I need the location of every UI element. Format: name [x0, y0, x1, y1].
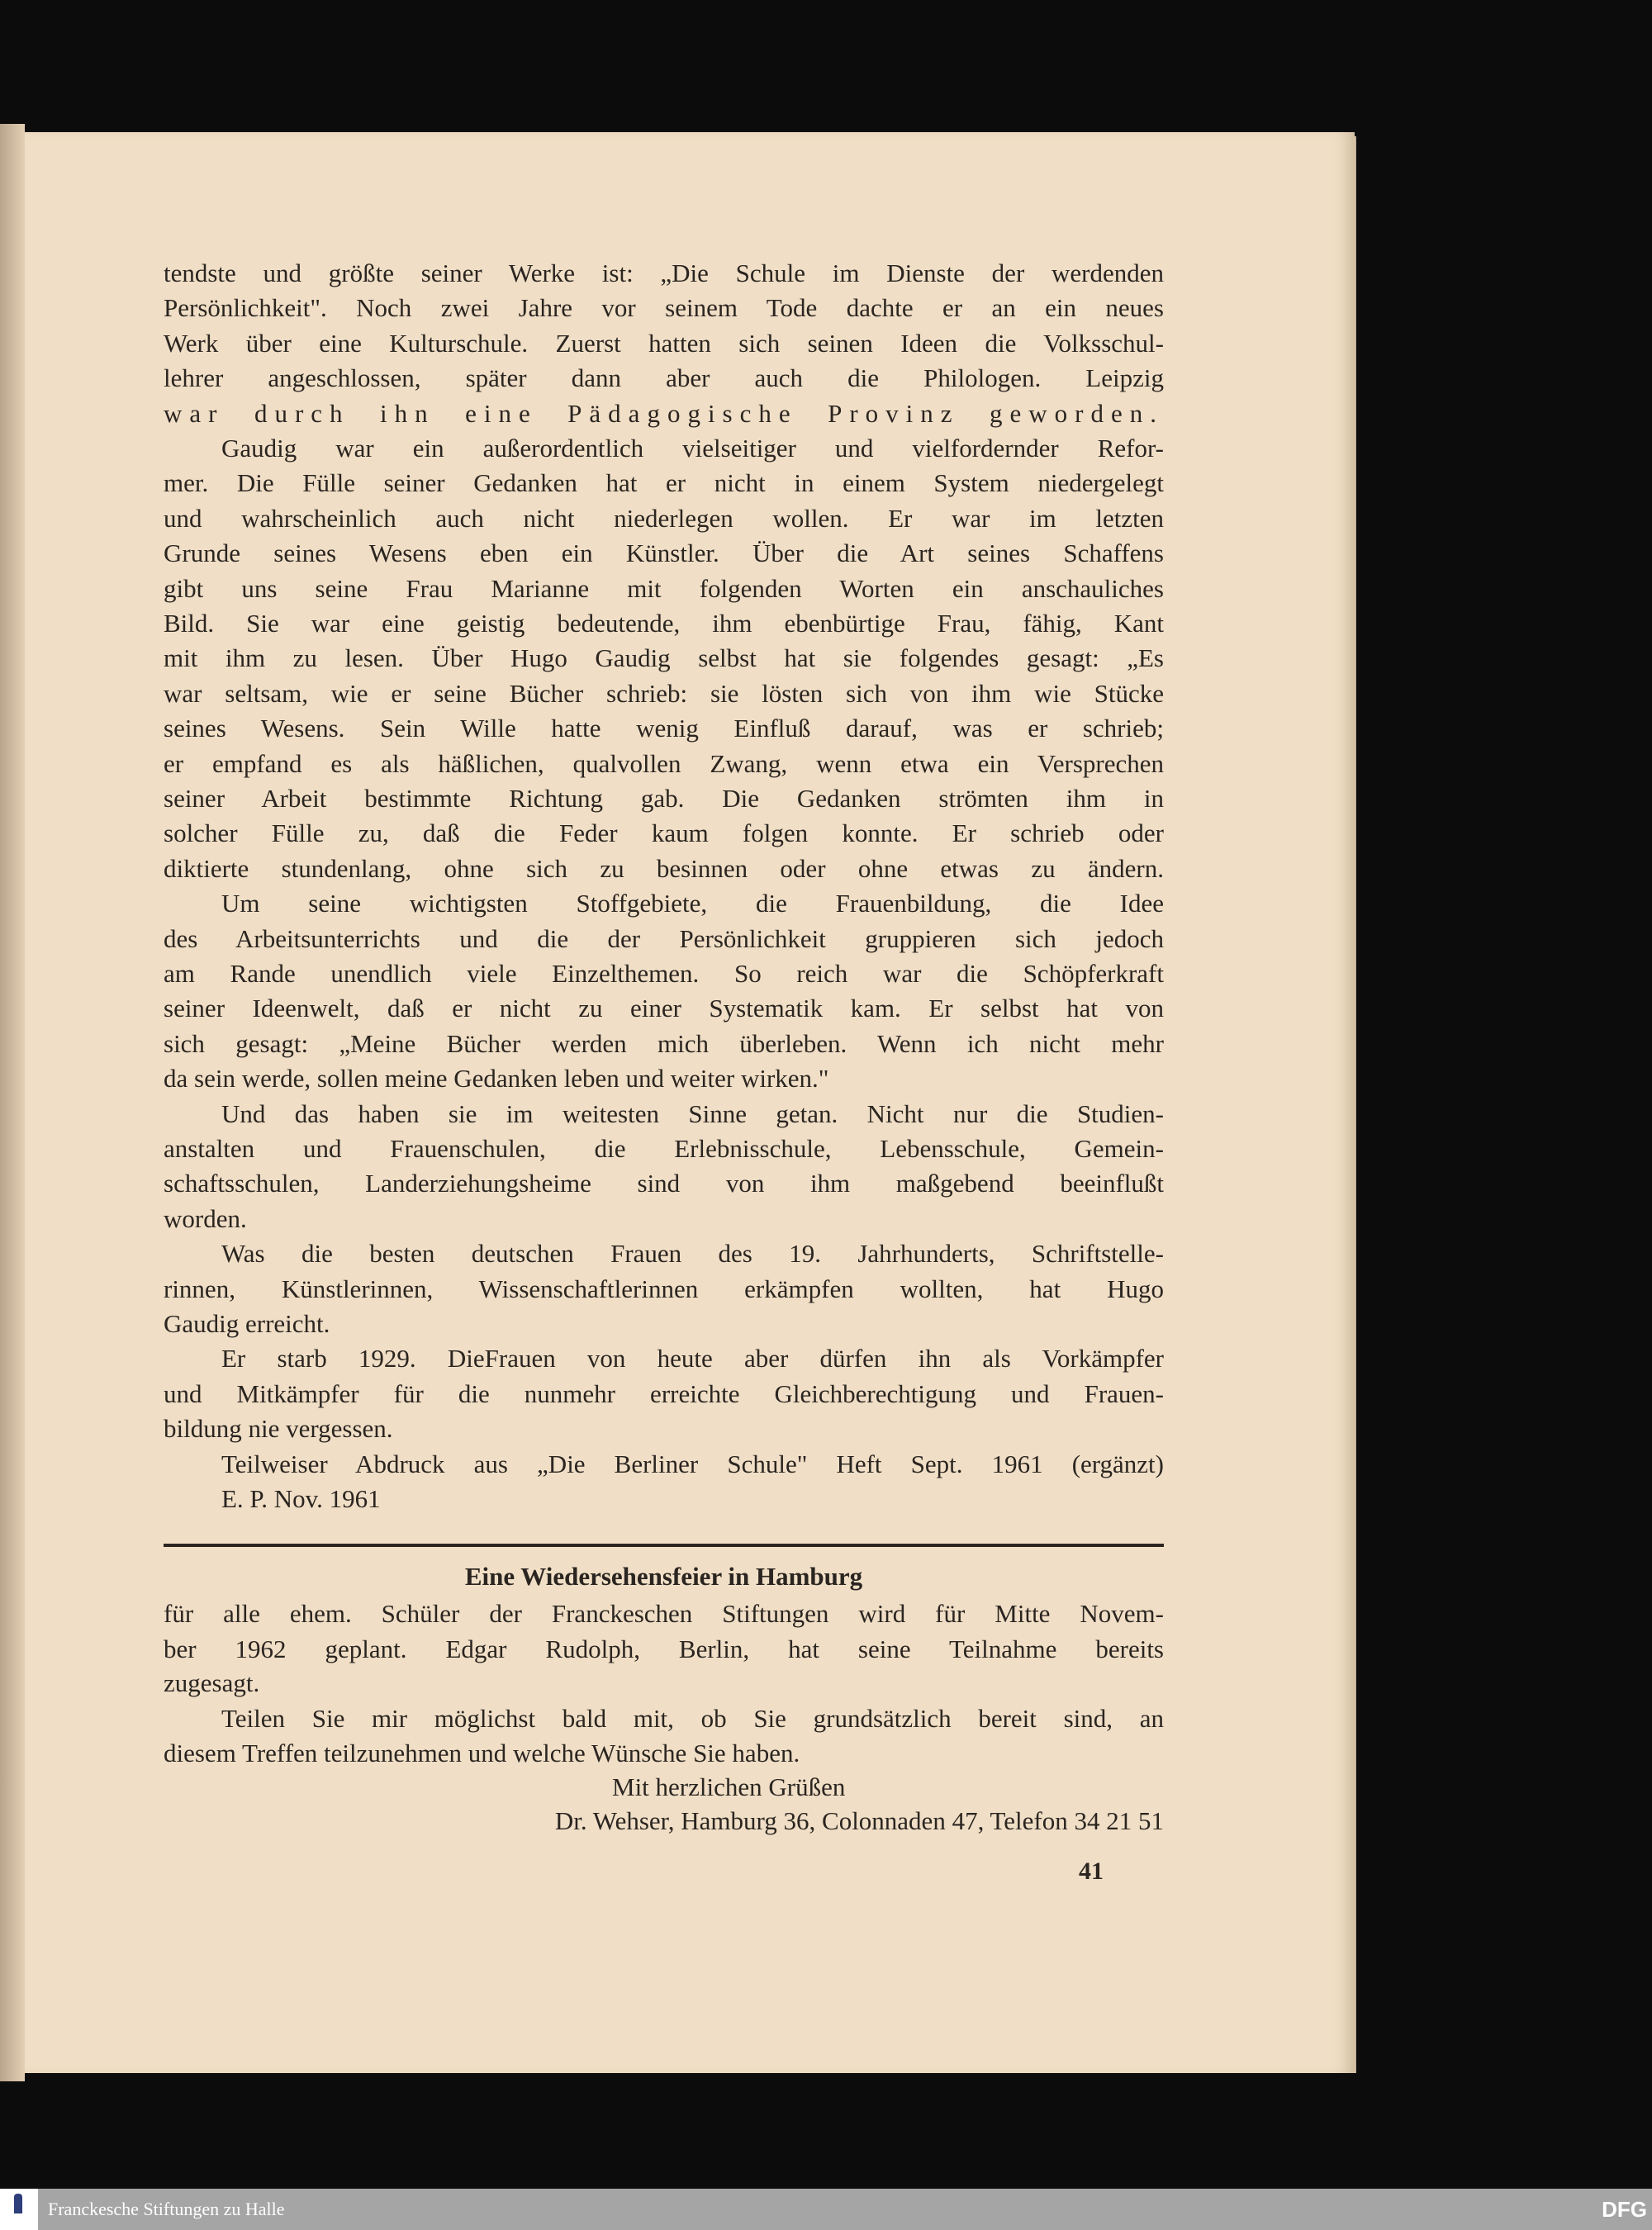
previous-page-edge	[0, 124, 25, 2081]
article-line: rinnen, Künstlerinnen, Wissenschaftlerinnen erkämpfen wollten, hat Hugo	[164, 1274, 1164, 1303]
article-line: seines Wesens. Sein Wille hatte wenig Einfluß darauf, was er schrieb;	[164, 714, 1164, 743]
article-line: und Mitkämpfer für die nunmehr erreichte Gleichberechtigung und Frauen-	[164, 1378, 1164, 1408]
article-line: des Arbeitsunterrichts und die der Persönlichkeit gruppieren sich jedoch	[164, 923, 1164, 953]
viewer-footer	[0, 2189, 1652, 2230]
article-line: tendste und größte seiner Werke ist: „Die Schule im Dienste der werdenden	[164, 259, 1164, 287]
article-line: und wahrscheinlich auch nicht niederlegen wollen. Er war im letzten	[164, 503, 1164, 533]
article-line: gibt uns seine Frau Marianne mit folgenden Worten ein anschauliches	[164, 573, 1164, 603]
notice-heading: Eine Wiedersehensfeier in Hamburg	[464, 1562, 863, 1591]
article-line: seiner Arbeit bestimmte Richtung gab. Die Gedanken strömten ihm in	[164, 784, 1164, 813]
section-divider	[164, 1544, 1164, 1547]
article-line: Teilweiser Abdruck aus „Die Berliner Schule" Heft Sept. 1961 (ergänzt)	[221, 1449, 1164, 1478]
closing: Mit herzlichen Grüßen	[612, 1772, 846, 1801]
article-line: mit ihm zu lesen. Über Hugo Gaudig selbst hat sie folgendes gesagt: „Es	[164, 643, 1164, 673]
article-line: am Rande unendlich viele Einzelthemen. So reich war die Schöpferkraft	[164, 959, 1164, 988]
article-line: war seltsam, wie er seine Bücher schrieb: sie lösten sich von ihm wie Stücke	[164, 678, 1164, 708]
article-line: bildung nie vergessen.	[164, 1414, 393, 1444]
institution-logo-icon	[0, 2189, 38, 2230]
article-line: Und das haben sie im weitesten Sinne getan. Nicht nur die Studien-	[221, 1098, 1164, 1128]
article-line: Bild. Sie war eine geistig bedeutende, ihm ebenbürtige Frau, fähig, Kant	[164, 609, 1164, 638]
article-line: anstalten und Frauenschulen, die Erlebnisschule, Lebensschule, Gemein-	[164, 1134, 1164, 1163]
article-line: Persönlichkeit". Noch zwei Jahre vor seinem Tode dachte er an ein neues	[164, 293, 1164, 323]
article-line: Was die besten deutschen Frauen des 19. Jahrhunderts, Schriftstelle-	[221, 1239, 1164, 1269]
article-line: Er starb 1929. DieFrauen von heute aber dürfen ihn als Vorkämpfer	[221, 1344, 1164, 1374]
page-number: 41	[1079, 1858, 1104, 1885]
article-line: solcher Fülle zu, daß die Feder kaum folgen konnte. Er schrieb oder	[164, 818, 1164, 848]
article-line: lehrer angeschlossen, später dann aber auch die Philologen. Leipzig	[164, 363, 1164, 393]
article-line: diktierte stundenlang, ohne sich zu besinnen oder ohne etwas zu ändern.	[164, 853, 1164, 883]
article-line: Gaudig war ein außerordentlich vielseitiger und vielfordernder Refor-	[221, 434, 1164, 463]
institution-name[interactable]: Franckesche Stiftungen zu Halle	[48, 2199, 285, 2219]
notice-line: Teilen Sie mir möglichst bald mit, ob Sie grundsätzlich bereit sind, an	[221, 1704, 1164, 1733]
notice-line: zugesagt.	[164, 1668, 260, 1697]
article-line: Um seine wichtigsten Stoffgebiete, die Frauenbildung, die Idee	[221, 889, 1164, 918]
article-line: worden.	[164, 1203, 247, 1233]
article-line: seiner Ideenwelt, daß er nicht zu einer Systematik kam. Er selbst hat von	[164, 994, 1164, 1023]
article-line: schaftsschulen, Landerziehungsheime sind von ihm maßgebend beeinflußt	[164, 1169, 1164, 1198]
signature: Dr. Wehser, Hamburg 36, Colonnaden 47, Telefon 34 21 51	[554, 1806, 1164, 1835]
notice-line: diesem Treffen teilzunehmen und welche Wünsche Sie haben.	[164, 1739, 800, 1767]
notice-line: für alle ehem. Schüler der Franckeschen Stiftungen wird für Mitte Novem-	[164, 1599, 1164, 1628]
article-line: da sein werde, sollen meine Gedanken leben und weiter wirken."	[164, 1064, 829, 1094]
dfg-logo: DFG	[1602, 2197, 1647, 2222]
article-line: Gaudig erreicht.	[164, 1309, 330, 1338]
article-line: war durch ihn eine Pädagogische Provinz geworden.	[164, 398, 1164, 428]
article-line: er empfand es als häßlichen, qualvollen Zwang, wenn etwa ein Versprechen	[164, 748, 1164, 778]
article-line: mer. Die Fülle seiner Gedanken hat er nicht in einem System niedergelegt	[164, 468, 1164, 498]
article-line: Grunde seines Wesens eben ein Künstler. Über die Art seines Schaffens	[164, 539, 1164, 568]
article-line: sich gesagt: „Meine Bücher werden mich überleben. Wenn ich nicht mehr	[164, 1028, 1164, 1058]
article-line: Werk über eine Kulturschule. Zuerst hatten sich seinen Ideen die Volksschul-	[164, 328, 1164, 358]
notice-line: ber 1962 geplant. Edgar Rudolph, Berlin, hat seine Teilnahme bereits	[164, 1635, 1164, 1663]
article-line: E. P. Nov. 1961	[221, 1484, 381, 1513]
